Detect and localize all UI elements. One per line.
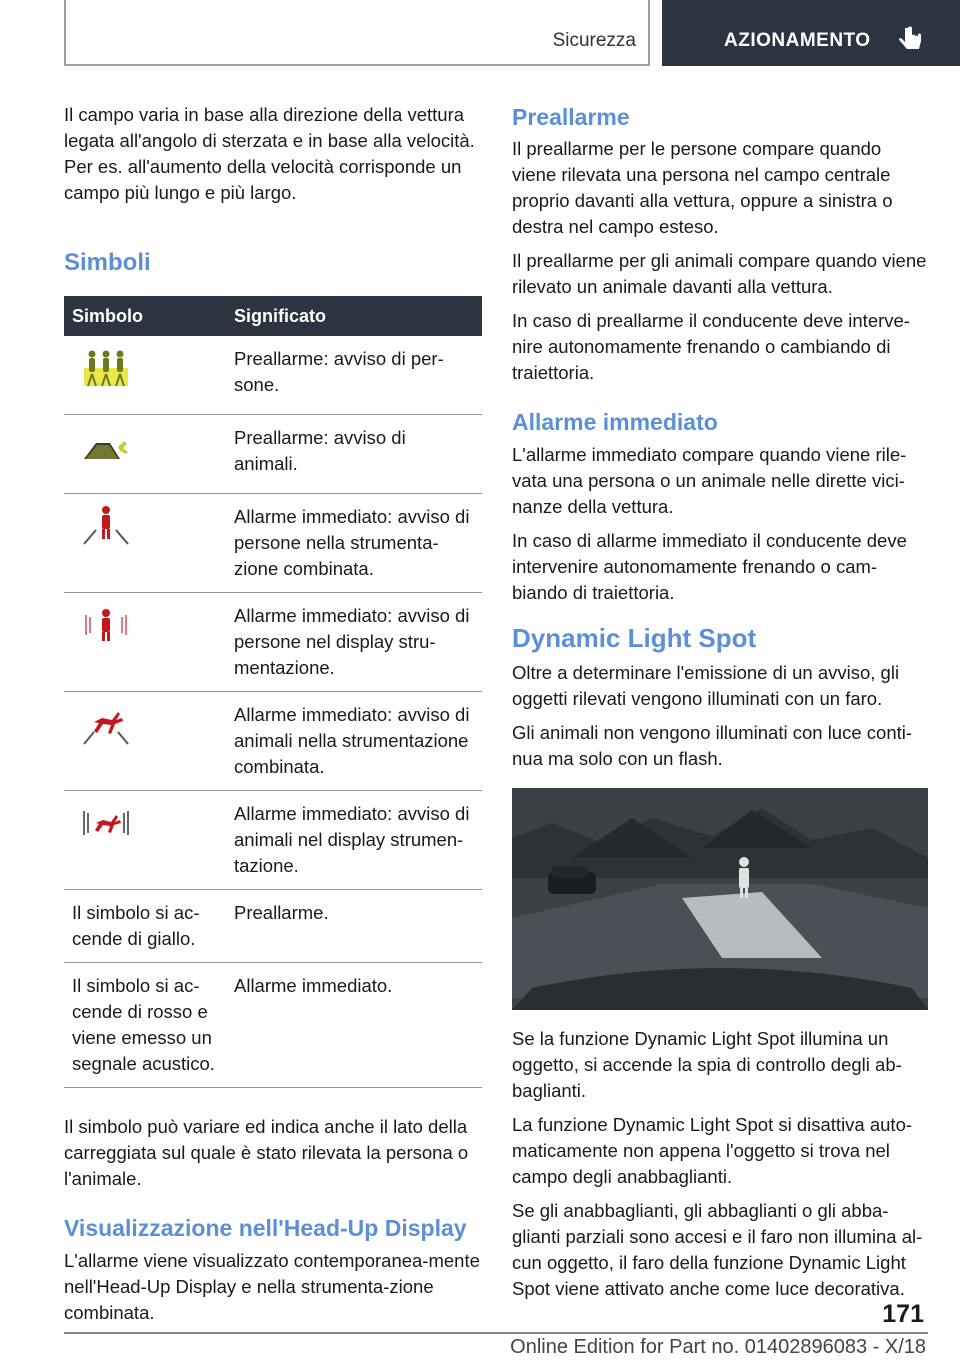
hud-paragraph: L'allarme viene visualizzato contemporanea-mente nell'Head-Up Display e nella strumenta-zione combinata. [64, 1250, 480, 1323]
dls-paragraph-1: Oltre a determinare l'emissione di un avviso, gli oggetti rilevati vengono illuminati con un faro. [512, 662, 900, 709]
table-cell-symbol [64, 494, 226, 593]
right-column [512, 102, 928, 1310]
heading-hud: Visualizzazione nell'Head-Up Display [64, 1215, 467, 1241]
dls-paragraph-2: Gli animali non vengono illuminati con luce conti-nua ma solo con un flash. [512, 722, 913, 769]
immediato-paragraph-1: L'allarme immediato compare quando viene rile-vata una persona o un animale nelle dirette vici-nanze della vettura. [512, 444, 907, 517]
preallarme-paragraph-3: In caso di preallarme il conducente deve interve-nire autonomamente frenando o cambiando di traiettoria. [512, 310, 910, 383]
heading-preallarme: Preallarme [512, 104, 630, 130]
table-row [64, 963, 482, 1088]
table-cell-meaning: Allarme immediato. [226, 963, 482, 1088]
footer-edition-text: Online Edition for Part no. 01402896083 - X/18 [510, 1336, 926, 1358]
table-cell-meaning: Preallarme: avviso di per-sone. [226, 336, 482, 415]
section-title: Sicurezza [552, 30, 636, 51]
animal-prewarning-icon [78, 425, 134, 469]
chapter-tab[interactable] [662, 0, 960, 66]
person-acute-warning-icon [78, 504, 134, 548]
header-bottom-rule [64, 64, 650, 66]
immediato-paragraph-2: In caso di allarme immediato il conducente deve intervenire autonomamente frenando o cam-biando di traiettoria. [512, 530, 907, 603]
table-header-meaning: Significato [226, 296, 482, 336]
page-number: 171 [882, 1300, 924, 1328]
table-cell-meaning: Allarme immediato: avviso di persone nel display stru-mentazione. [226, 593, 482, 692]
table-cell-symbol: Il simbolo si ac-cende di rosso e viene emesso un segnale acustico. [64, 963, 226, 1088]
table-cell-meaning: Allarme immediato: avviso di persone nella strumenta-zione combinata. [226, 494, 482, 593]
table-row [64, 692, 482, 791]
table-cell-symbol: Il simbolo si ac-cende di giallo. [64, 890, 226, 963]
heading-dynamic-light-spot: Dynamic Light Spot [512, 623, 757, 653]
table-cell-symbol [64, 593, 226, 692]
person-acute-warning-display-icon [78, 603, 134, 647]
footer-rule [64, 1332, 928, 1334]
header-left-rule [64, 0, 66, 66]
table-row [64, 494, 482, 593]
animal-acute-warning-icon [78, 702, 134, 746]
table-row [64, 336, 482, 415]
night-road-pedestrian-illustration [512, 788, 928, 1010]
table-cell-meaning: Preallarme: avviso di animali. [226, 415, 482, 494]
table-cell-symbol [64, 415, 226, 494]
table-cell-symbol [64, 336, 226, 415]
table-row [64, 890, 482, 963]
table-row [64, 593, 482, 692]
people-prewarning-icon [78, 346, 134, 390]
hand-pointer-icon [896, 24, 926, 54]
intro-paragraph: Il campo varia in base alla direzione della vettura legata all'angolo di sterzata e in base alla velocità. Per es. all'aumento della velocità corrisponde un campo più lungo e più largo. [64, 104, 475, 203]
table-cell-symbol [64, 692, 226, 791]
table-cell-symbol [64, 791, 226, 890]
table-cell-meaning: Allarme immediato: avviso di animali nella strumentazione combinata. [226, 692, 482, 791]
table-header-row [64, 296, 482, 336]
dls-paragraph-4: La funzione Dynamic Light Spot si disattiva auto-maticamente non appena l'oggetto si trova nel campo degli anabbaglianti. [512, 1114, 913, 1187]
table-row [64, 415, 482, 494]
symbols-table [64, 296, 482, 1088]
heading-allarme-immediato: Allarme immediato [512, 409, 718, 435]
animal-acute-warning-display-icon [78, 801, 134, 845]
table-header-symbol: Simbolo [64, 296, 226, 336]
table-row [64, 791, 482, 890]
dls-paragraph-5: Se gli anabbaglianti, gli abbaglianti o gli abba-glianti parziali sono accesi e il faro non illumina al-cun oggetto, il faro della funzione Dynamic Light Spot viene attivato anche come luce decorativa. [512, 1200, 923, 1299]
left-column [64, 102, 482, 1334]
chapter-tab-label: AZIONAMENTO [724, 30, 871, 51]
preallarme-paragraph-1: Il preallarme per le persone compare quando viene rilevata una persona nel campo centrale proprio davanti alla vettura, oppure a sinistra o destra nel campo esteso. [512, 138, 893, 237]
header-mid-rule [648, 0, 650, 66]
table-cell-meaning: Preallarme. [226, 890, 482, 963]
table-cell-meaning: Allarme immediato: avviso di animali nel display strumen-tazione. [226, 791, 482, 890]
preallarme-paragraph-2: Il preallarme per gli animali compare quando viene rilevato un animale davanti alla vettura. [512, 250, 927, 297]
heading-simboli: Simboli [64, 249, 151, 276]
dls-paragraph-3: Se la funzione Dynamic Light Spot illumina un oggetto, si accende la spia di controllo degli ab-baglianti. [512, 1028, 902, 1101]
after-table-paragraph: Il simbolo può variare ed indica anche il lato della carreggiata sul quale è stato rilevata la persona o l'animale. [64, 1116, 469, 1189]
